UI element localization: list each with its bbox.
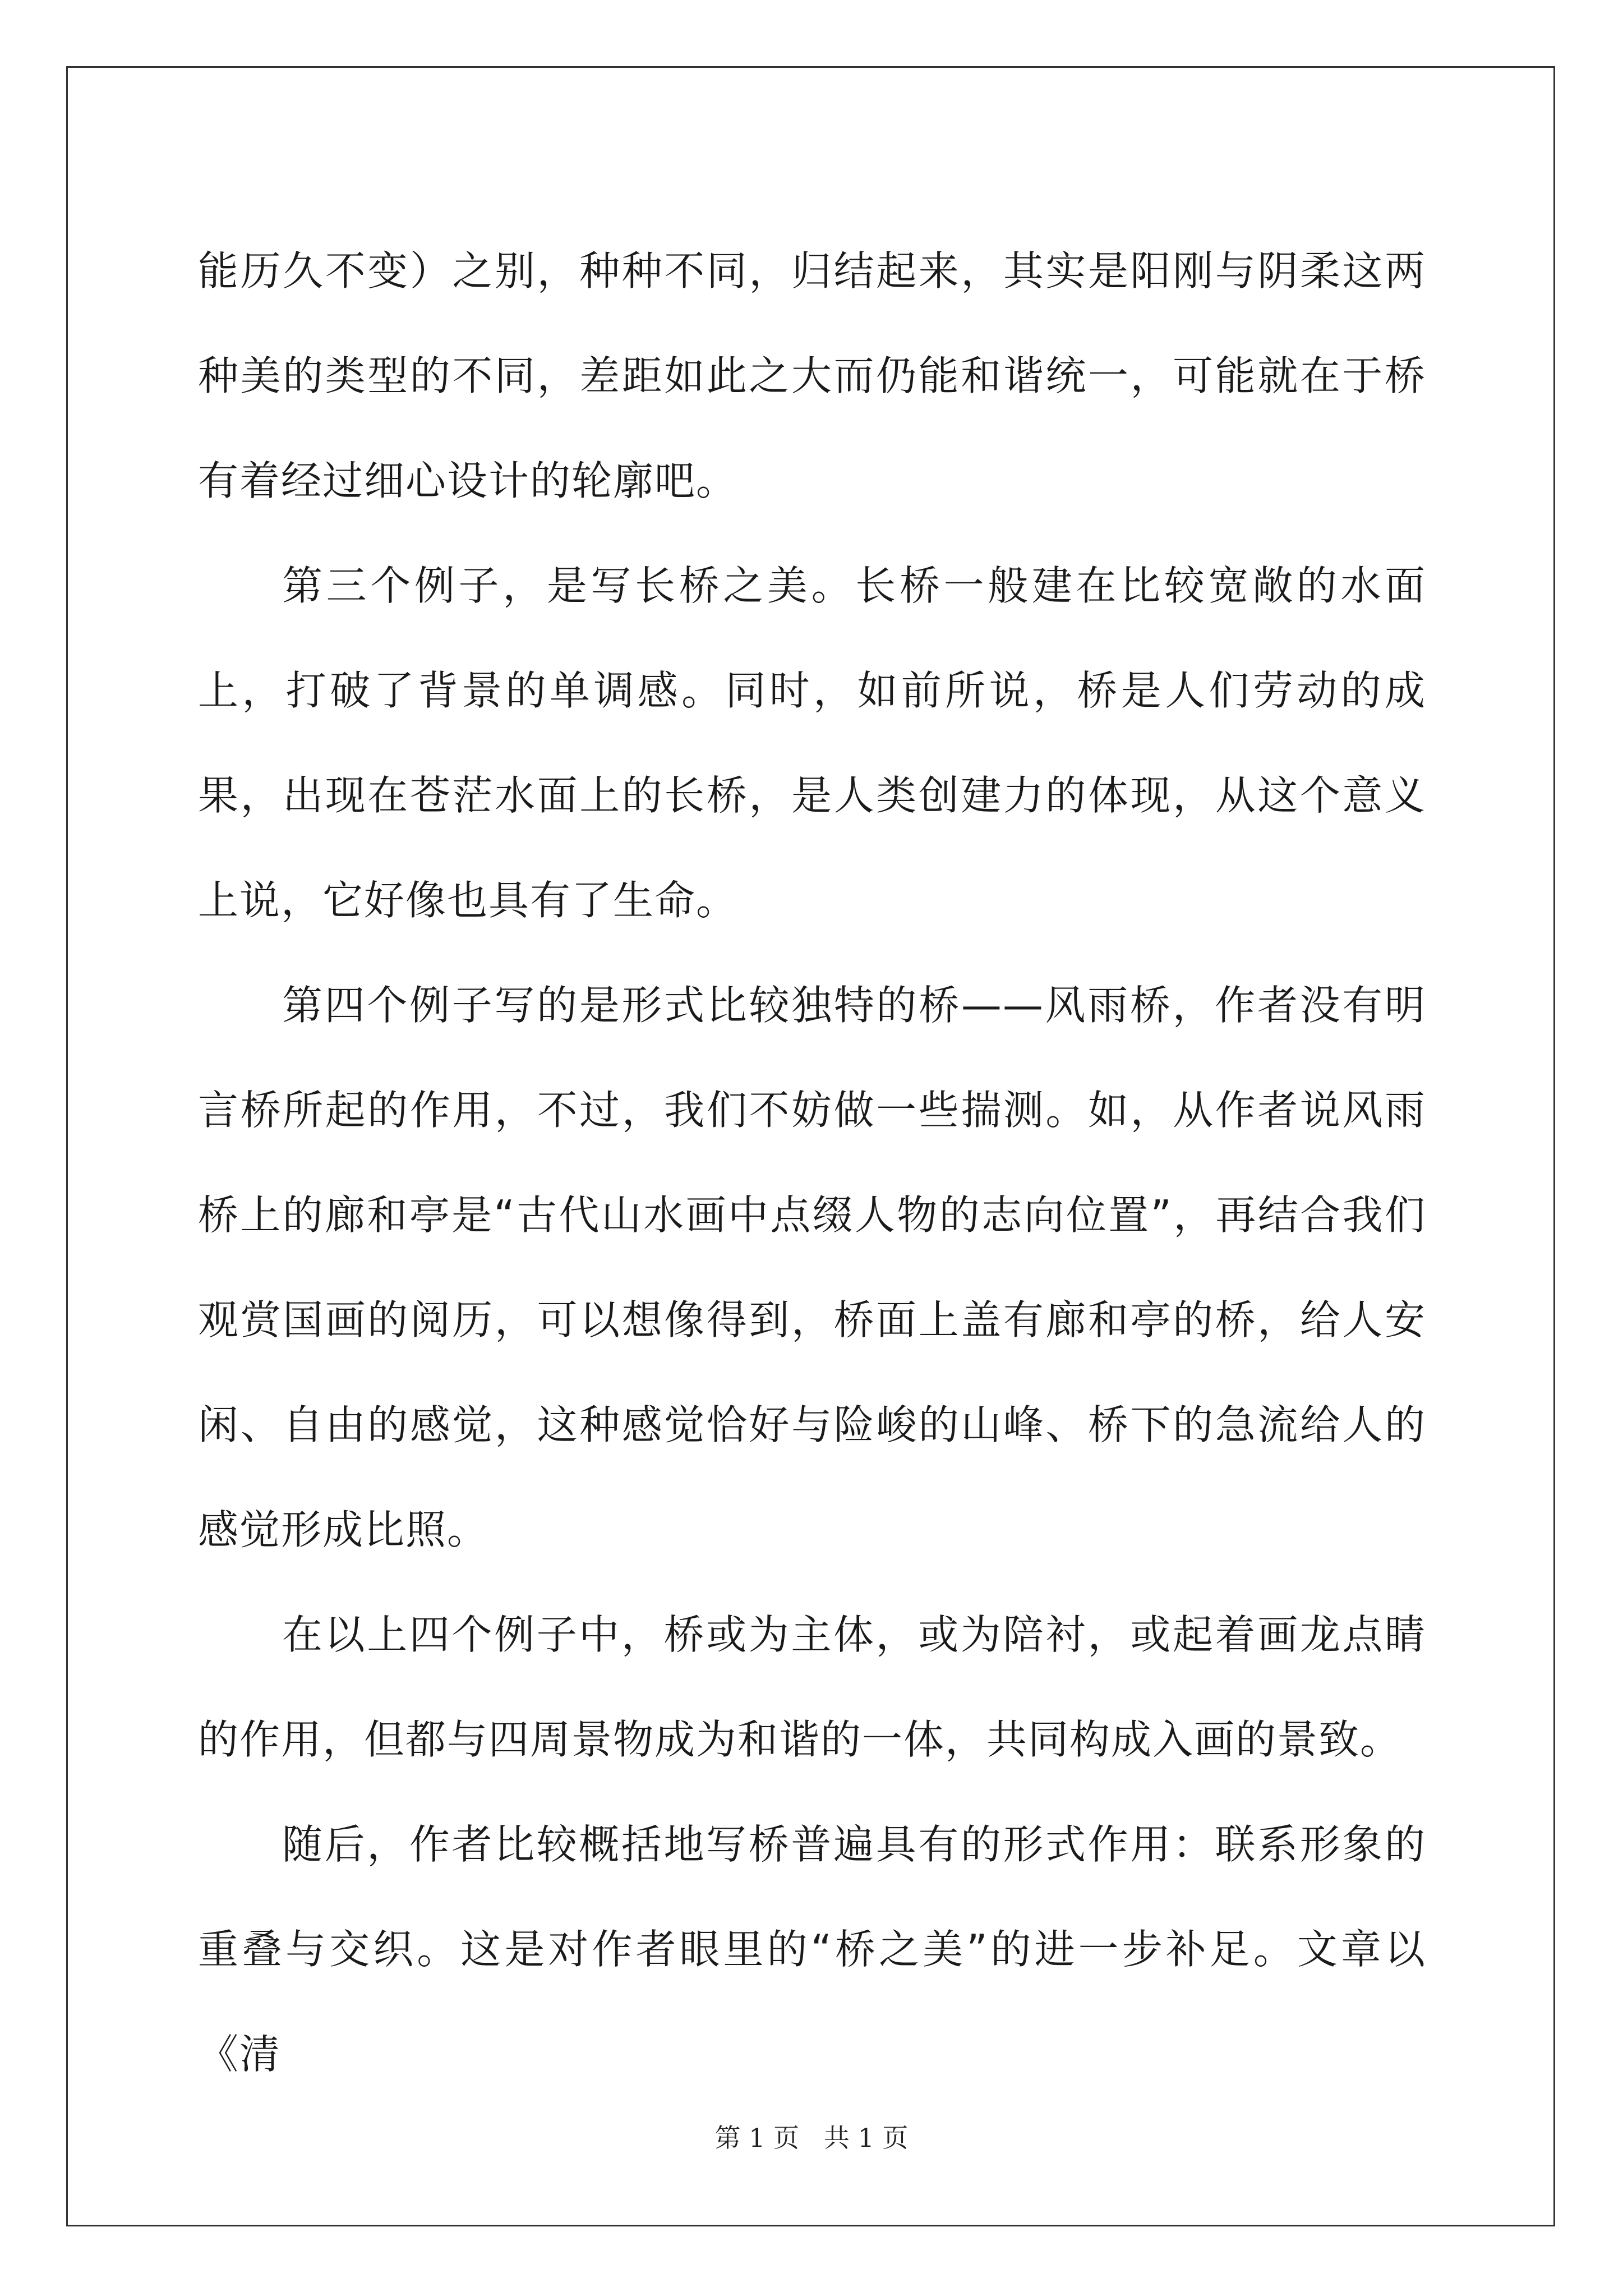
document-body — [198, 219, 1426, 2107]
paragraph-2: 第三个例子，是写长桥之美。长桥一般建在比较宽敞的水面上，打破了背景的单调感。同时，如前所说，桥是人们劳动的成果，出现在苍茫水面上的长桥，是人类创建力的体现，从这个意义上说，它好像也具有了生命。 — [198, 562, 1426, 924]
paragraph-5: 随后，作者比较概括地写桥普遍具有的形式作用：联系形象的重叠与交织。这是对作者眼里的“桥之美”的进一步补足。文章以《清 — [198, 1821, 1426, 2078]
paragraph-3: 第四个例子写的是形式比较独特的桥——风雨桥，作者没有明言桥所起的作用，不过，我们不妨做一些揣测。如，从作者说风雨桥上的廊和亭是“古代山水画中点缀人物的志向位置”，再结合我们观赏国画的阅历，可以想像得到，桥面上盖有廊和亭的桥，给人安闲、自由的感觉，这种感觉恰好与险峻的山峰、桥下的急流给人的感觉形成比照。 — [198, 982, 1426, 1553]
paragraph-4: 在以上四个例子中，桥或为主体，或为陪衬，或起着画龙点睛的作用，但都与四周景物成为和谐的一体，共同构成入画的景致。 — [198, 1611, 1426, 1763]
paragraph-1: 能历久不变）之别，种种不同，归结起来，其实是阳刚与阴柔这两种美的类型的不同，差距如此之大而仍能和谐统一，可能就在于桥有着经过细心设计的轮廓吧。 — [198, 247, 1426, 504]
page-number-footer: 第 1 页 共 1 页 — [714, 2123, 909, 2153]
